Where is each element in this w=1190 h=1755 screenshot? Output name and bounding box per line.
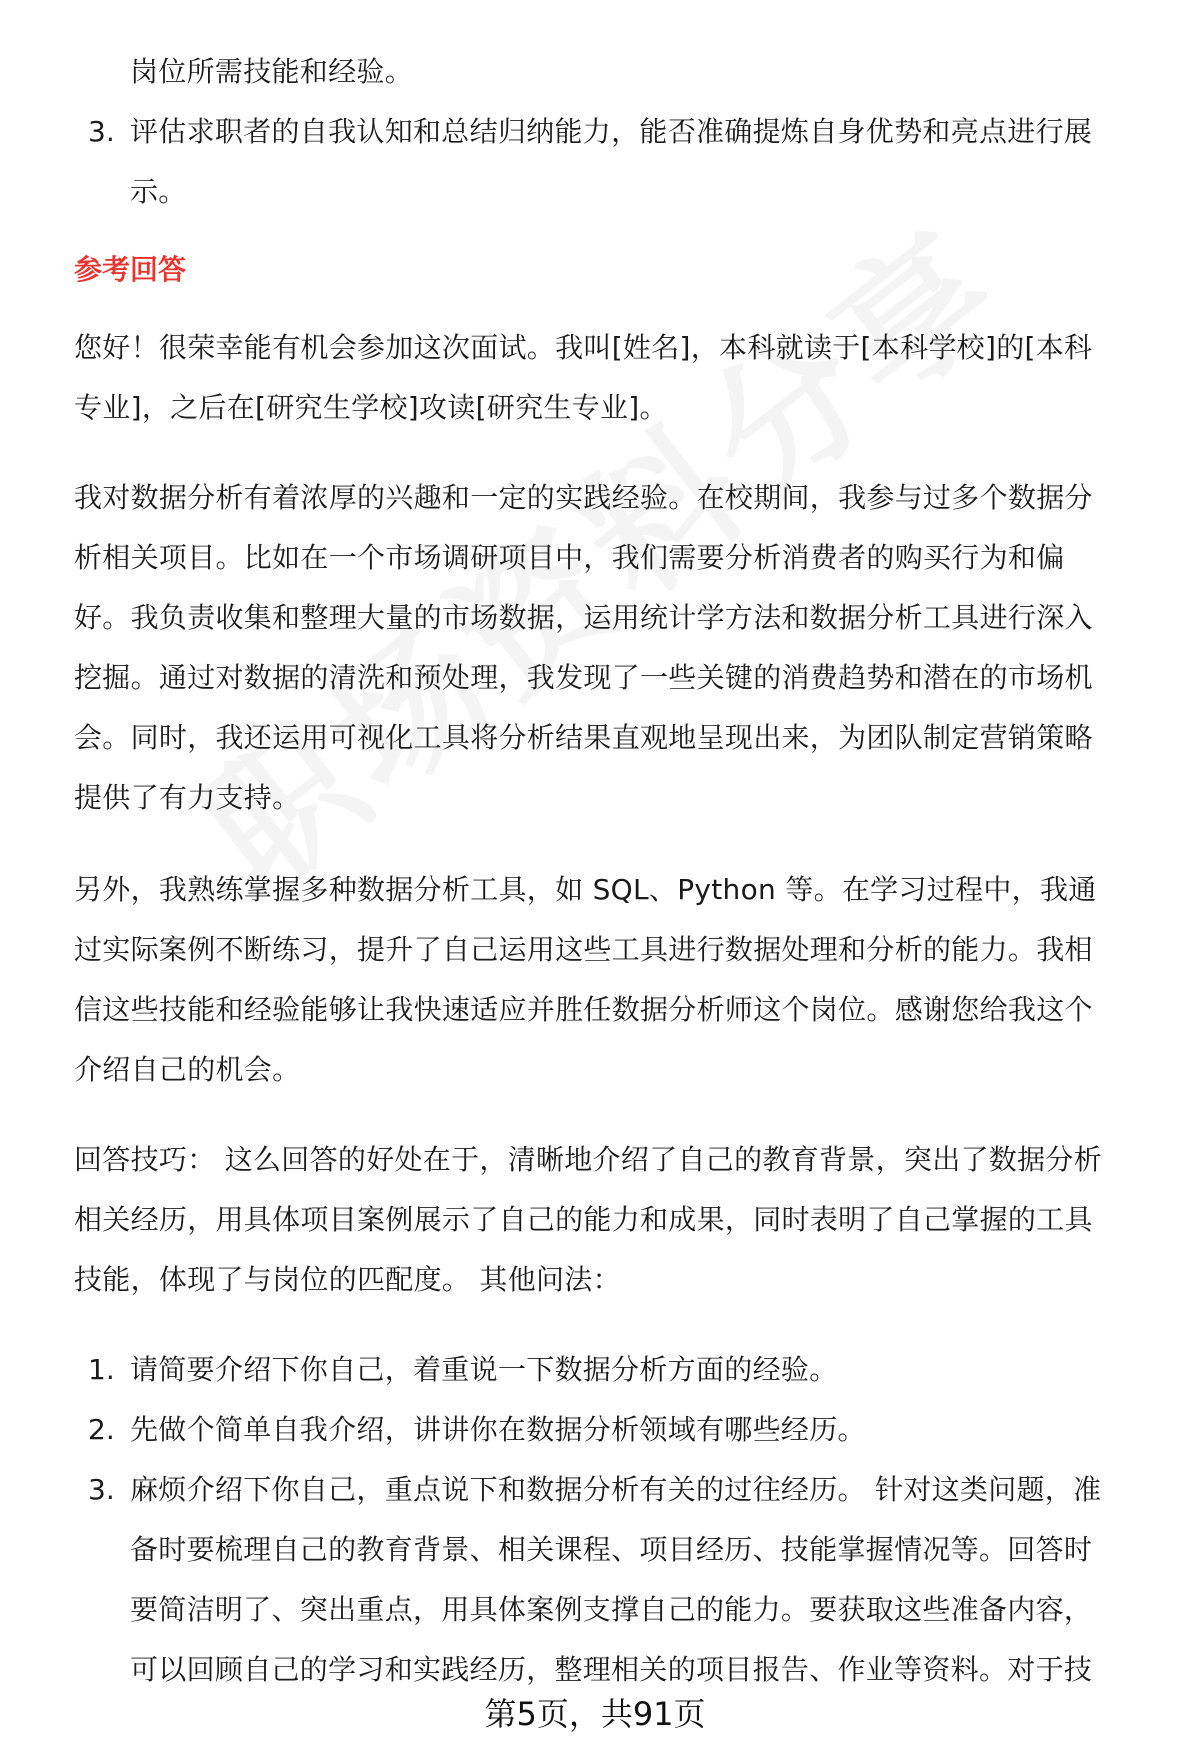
list-item-line: 可以回顾自己的学习和实践经历，整理相关的项目报告、作业等资料。对于技 xyxy=(130,1653,1093,1686)
paragraph-line: 信这些技能和经验能够让我快速适应并胜任数据分析师这个岗位。感谢您给我这个 xyxy=(74,993,1093,1026)
paragraph-line: 过实际案例不断练习，提升了自己运用这些工具进行数据处理和分析的能力。我相 xyxy=(74,933,1093,966)
paragraph-line: 我对数据分析有着浓厚的兴趣和一定的实践经验。在校期间，我参与过多个数据分 xyxy=(74,481,1093,514)
paragraph-line: 技能，体现了与岗位的匹配度。 其他问法： xyxy=(74,1263,621,1296)
page-number-footer: 第5页，共91页 xyxy=(484,1695,706,1733)
paragraph-line: 您好！很荣幸能有机会参加这次面试。我叫[姓名]，本科就读于[本科学校]的[本科 xyxy=(74,331,1093,364)
list-item-continuation: 岗位所需技能和经验。 xyxy=(130,55,414,88)
list-number: 2. xyxy=(88,1413,115,1446)
list-item-line: 麻烦介绍下你自己，重点说下和数据分析有关的过往经历。 针对这类问题，准 xyxy=(130,1473,1102,1506)
paragraph-line: 另外，我熟练掌握多种数据分析工具，如 SQL、Python 等。在学习过程中，我通 xyxy=(74,873,1097,906)
list-item-line: 评估求职者的自我认知和总结归纳能力，能否准确提炼自身优势和亮点进行展 xyxy=(130,115,1093,148)
paragraph-line: 好。我负责收集和整理大量的市场数据，运用统计学方法和数据分析工具进行深入 xyxy=(74,601,1093,634)
paragraph-line: 析相关项目。比如在一个市场调研项目中，我们需要分析消费者的购买行为和偏 xyxy=(74,541,1065,574)
list-item-line: 请简要介绍下你自己，着重说一下数据分析方面的经验。 xyxy=(130,1353,838,1386)
list-number: 3. xyxy=(88,1473,115,1506)
paragraph-line: 介绍自己的机会。 xyxy=(74,1053,301,1086)
paragraph-line: 挖掘。通过对数据的清洗和预处理，我发现了一些关键的消费趋势和潜在的市场机 xyxy=(74,661,1093,694)
reference-answer-heading: 参考回答 xyxy=(74,253,187,286)
paragraph-line: 回答技巧： 这么回答的好处在于，清晰地介绍了自己的教育背景，突出了数据分析 xyxy=(74,1143,1103,1176)
paragraph-line: 会。同时，我还运用可视化工具将分析结果直观地呈现出来，为团队制定营销策略 xyxy=(74,721,1093,754)
list-item-line: 示。 xyxy=(130,175,187,208)
list-item-line: 要简洁明了、突出重点，用具体案例支撑自己的能力。要获取这些准备内容， xyxy=(130,1593,1093,1626)
list-item-line: 先做个简单自我介绍，讲讲你在数据分析领域有哪些经历。 xyxy=(130,1413,866,1446)
list-item-line: 备时要梳理自己的教育背景、相关课程、项目经历、技能掌握情况等。回答时 xyxy=(130,1533,1093,1566)
paragraph-line: 相关经历，用具体项目案例展示了自己的能力和成果，同时表明了自己掌握的工具 xyxy=(74,1203,1093,1236)
paragraph-line: 专业]，之后在[研究生学校]攻读[研究生专业]。 xyxy=(74,391,668,424)
list-number: 3. xyxy=(88,115,115,148)
paragraph-line: 提供了有力支持。 xyxy=(74,781,301,814)
list-number: 1. xyxy=(88,1353,115,1386)
